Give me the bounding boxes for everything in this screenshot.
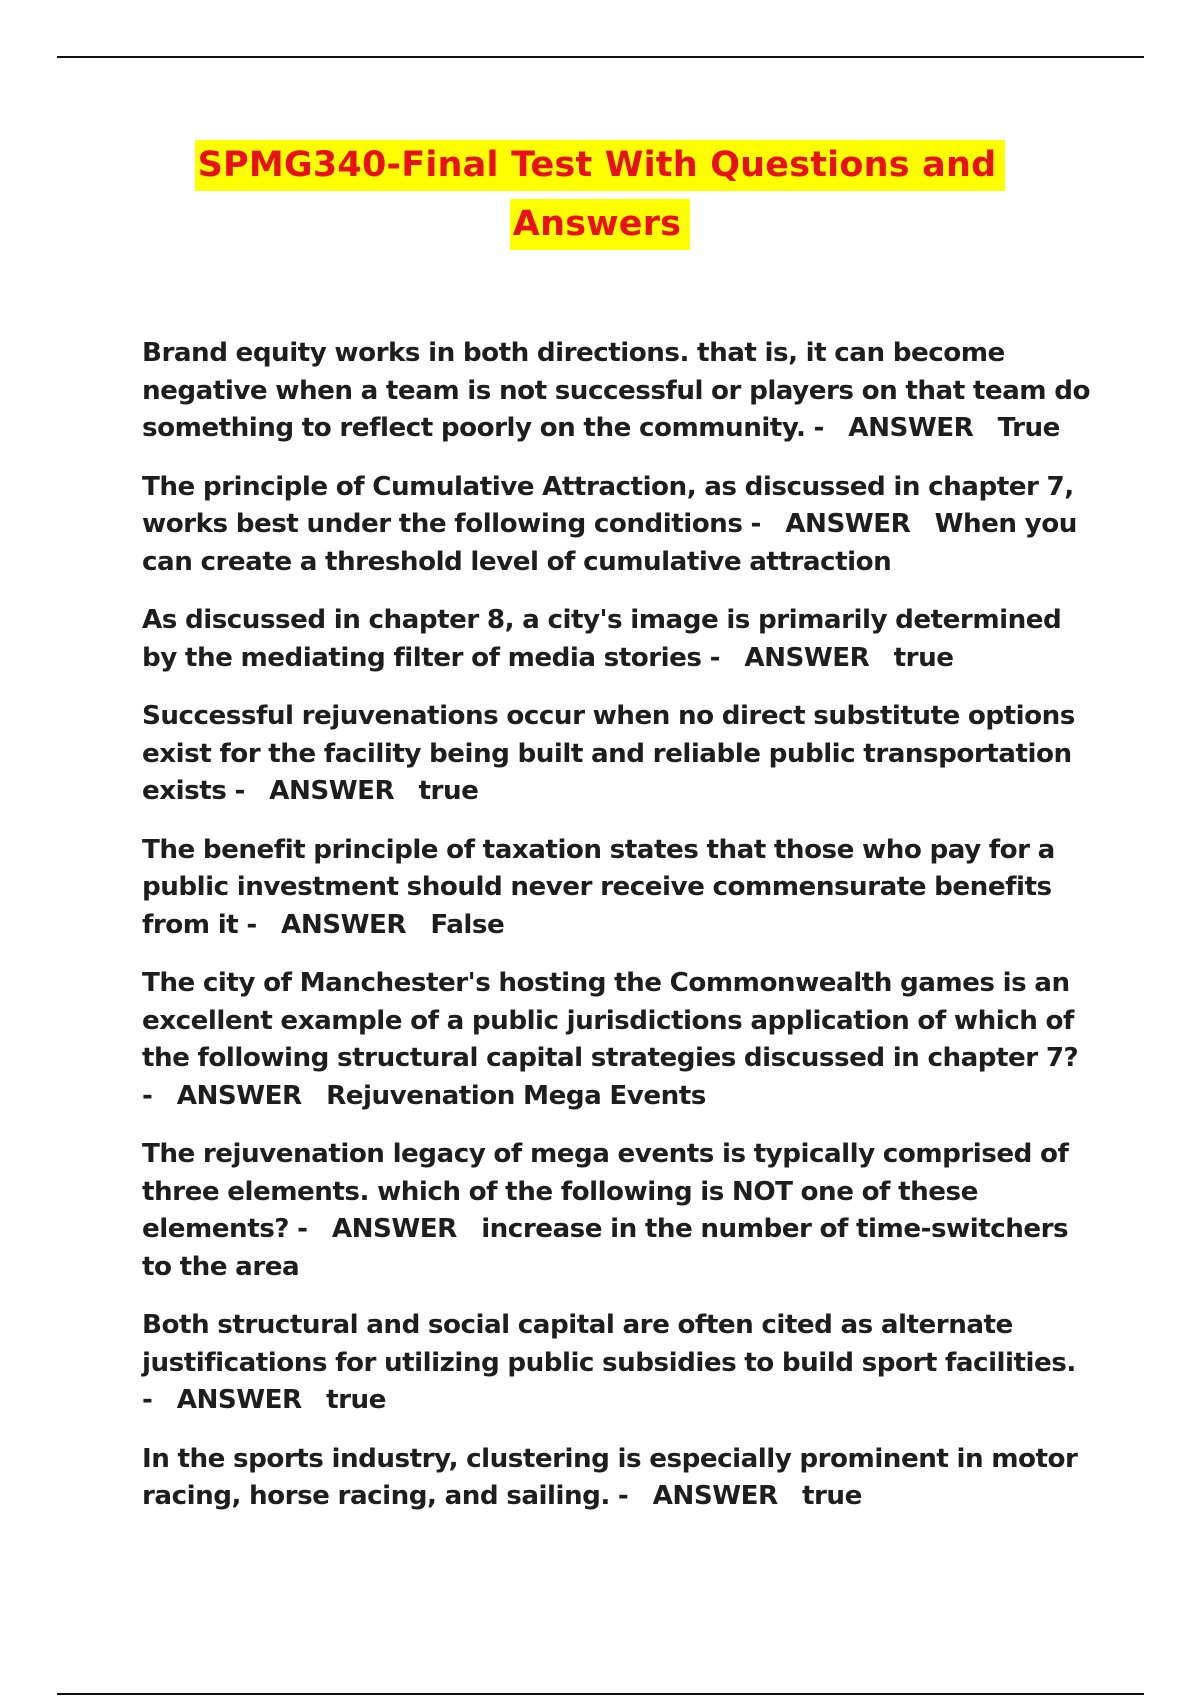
question-text: The city of Manchester's hosting the Commonwealth games is an excellent example of a public jurisdictions application of which of the following structural capital strategies discussed in chapter 7? - xyxy=(142,968,1079,1111)
qa-item-8 xyxy=(142,1307,1092,1420)
answer-text: true xyxy=(893,642,954,673)
question-text: As discussed in chapter 8, a city's image is primarily determined by the mediating filter of media stories - xyxy=(142,605,1062,673)
answer-label: ANSWER xyxy=(281,909,407,940)
question-text: The rejuvenation legacy of mega events is typically comprised of three elements. which of the following is NOT one of these elements? - xyxy=(142,1139,1069,1244)
qa-item-4 xyxy=(142,698,1092,811)
answer-text: true xyxy=(802,1481,862,1511)
qa-item-7 xyxy=(142,1136,1092,1286)
qa-item-3 xyxy=(142,602,1092,677)
answer-text: True xyxy=(997,413,1060,443)
question-text: The benefit principle of taxation states that those who pay for a public investment should never receive commensurate benefits from it - xyxy=(142,834,1055,940)
answer-label: ANSWER xyxy=(652,1481,778,1511)
title-line-1: SPMG340-Final Test With Questions and xyxy=(195,140,1006,191)
answer-text: False xyxy=(430,909,505,940)
qa-list xyxy=(142,335,1092,1537)
question-text: In the sports industry, clustering is especially prominent in motor racing, horse racing, and sailing. - xyxy=(142,1443,1078,1511)
bottom-rule xyxy=(57,1693,1144,1695)
qa-item-6 xyxy=(142,965,1092,1115)
answer-text: true xyxy=(326,1385,386,1415)
answer-text: Rejuvenation Mega Events xyxy=(326,1080,706,1111)
answer-label: ANSWER xyxy=(331,1214,457,1244)
answer-label: ANSWER xyxy=(785,509,911,539)
question-text: Both structural and social capital are often cited as alternate justifications for utilizing public subsidies to build sport facilities. - xyxy=(142,1310,1076,1415)
answer-label: ANSWER xyxy=(176,1385,302,1415)
question-text: Brand equity works in both directions. that is, it can become negative when a team is not successful or players on that team do something to reflect poorly on the community. - xyxy=(142,338,1090,443)
top-rule xyxy=(57,56,1144,58)
qa-item-2 xyxy=(142,469,1092,582)
question-text: The principle of Cumulative Attraction, as discussed in chapter 7, works best under the following conditions - xyxy=(142,471,1074,539)
qa-item-1 xyxy=(142,335,1092,448)
answer-label: ANSWER xyxy=(176,1080,302,1111)
title-line-2: Answers xyxy=(510,199,690,250)
document-title xyxy=(0,140,1200,258)
answer-label: ANSWER xyxy=(848,413,974,443)
answer-label: ANSWER xyxy=(269,776,395,806)
answer-text: When you can create a threshold level of cumulative attraction xyxy=(142,509,1077,577)
answer-text: true xyxy=(418,776,479,806)
answer-text: increase in the number of time-switchers to the area xyxy=(142,1214,1069,1282)
qa-item-5 xyxy=(142,832,1092,945)
answer-label: ANSWER xyxy=(744,642,870,673)
qa-item-9 xyxy=(142,1441,1092,1516)
question-text: Successful rejuvenations occur when no direct substitute options exist for the facility being built and reliable public transportation exists - xyxy=(142,701,1075,806)
